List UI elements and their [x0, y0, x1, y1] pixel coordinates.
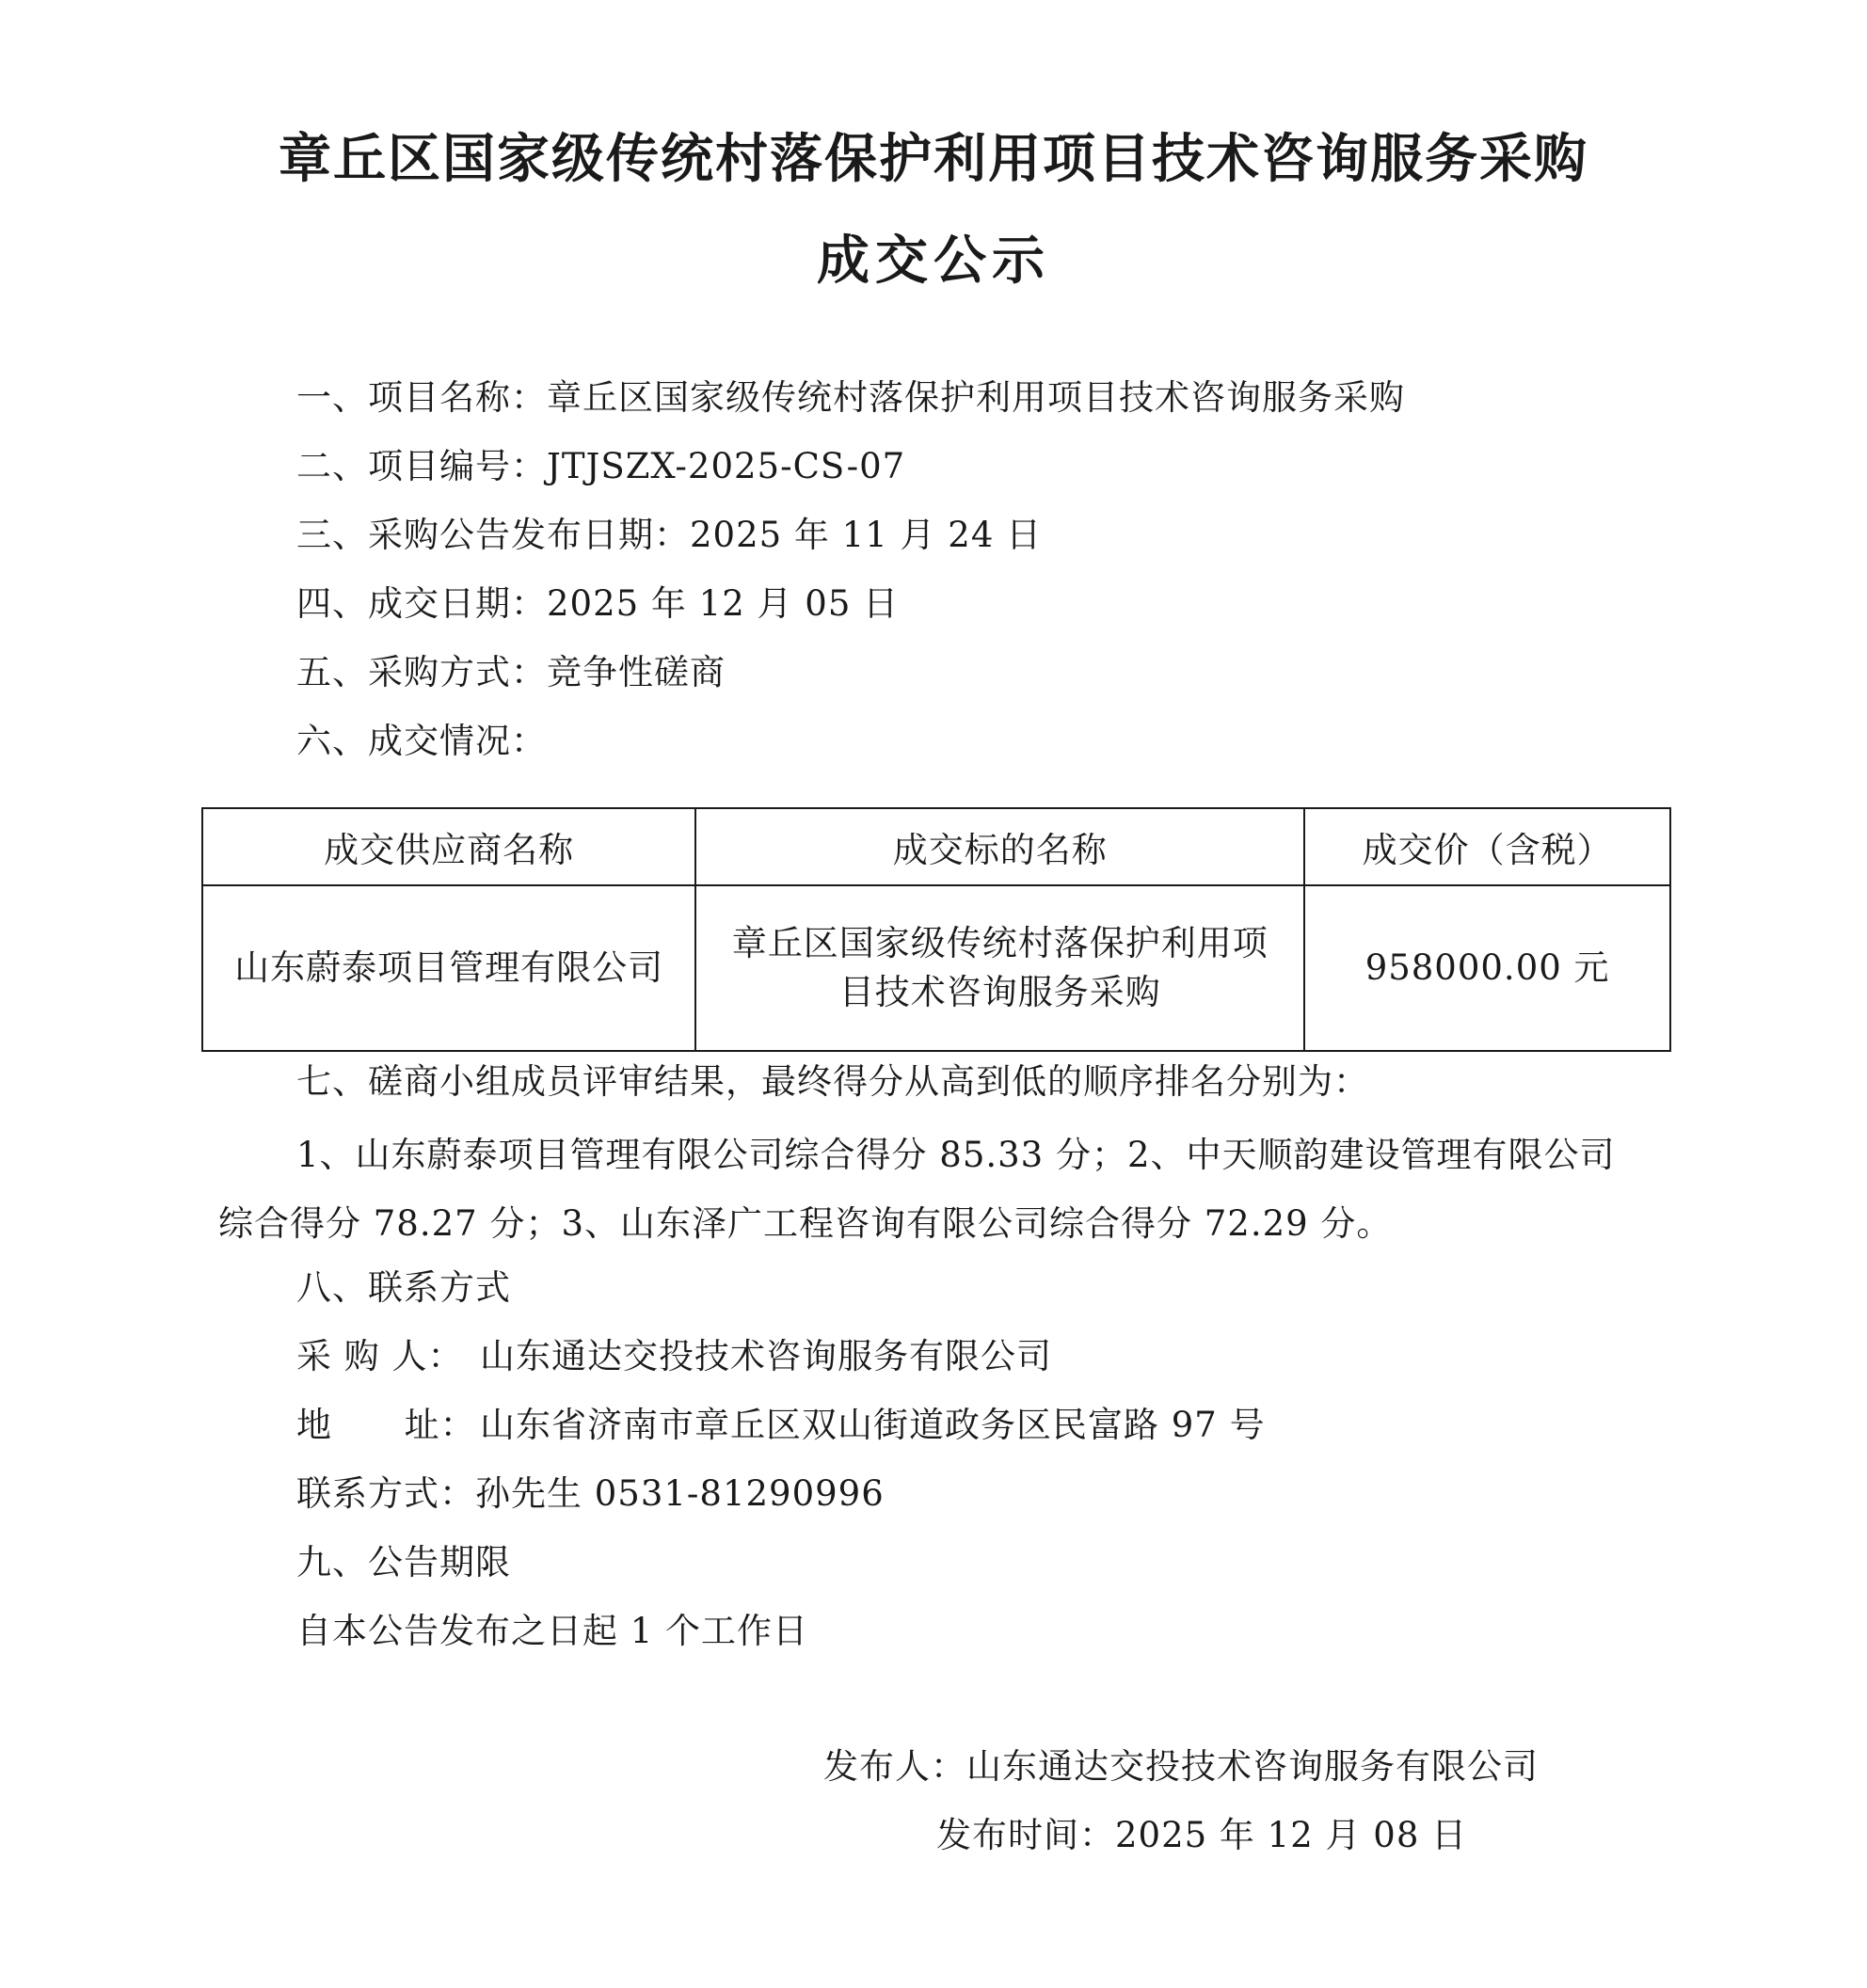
header-price: 成交价（含税）	[1304, 808, 1670, 885]
result-heading: 六、成交情况：	[296, 721, 547, 761]
phone-line	[296, 1471, 885, 1518]
header-supplier: 成交供应商名称	[202, 808, 695, 885]
review-heading: 七、磋商小组成员评审结果，最终得分从高到低的顺序排名分别为：	[296, 1061, 1369, 1102]
publisher-line: 发布人：山东通达交投技术咨询服务有限公司	[823, 1746, 1539, 1787]
address-value: 山东省济南市章丘区双山街道政务区民富路 97 号	[480, 1405, 1266, 1445]
period-text: 自本公告发布之日起 1 个工作日	[296, 1611, 809, 1651]
address-line	[296, 1402, 1266, 1449]
phone-label: 联系方式：	[296, 1473, 475, 1514]
contact-heading: 八、联系方式	[296, 1267, 511, 1308]
buyer-value: 山东通达交投技术咨询服务有限公司	[480, 1336, 1052, 1376]
publish-time-line: 发布时间：2025 年 12 月 08 日	[936, 1815, 1468, 1855]
cell-supplier: 山东蔚泰项目管理有限公司	[202, 885, 695, 1051]
cell-subject-line2: 目技术咨询服务采购	[838, 972, 1161, 1012]
table-header-row	[202, 808, 1670, 885]
project-name-line: 一、项目名称：章丘区国家级传统村落保护利用项目技术咨询服务采购	[296, 377, 1405, 418]
phone-value: 孙先生 0531-81290996	[475, 1473, 885, 1514]
award-table	[201, 807, 1671, 1052]
cell-subject-line1: 章丘区国家级传统村落保护利用项	[731, 923, 1269, 963]
procurement-method-line: 五、采购方式：竞争性磋商	[296, 652, 726, 692]
buyer-line	[296, 1333, 1052, 1380]
page-subtitle: 成交公示	[817, 231, 1050, 292]
period-heading: 九、公告期限	[296, 1542, 511, 1582]
buyer-label: 采 购 人：	[296, 1336, 464, 1376]
cell-price: 958000.00 元	[1304, 885, 1670, 1051]
address-label: 地 址：	[296, 1405, 476, 1445]
table-row	[202, 885, 1670, 1051]
header-subject: 成交标的名称	[695, 808, 1304, 885]
project-number-line: 二、项目编号：JTJSZX-2025-CS-07	[296, 446, 906, 486]
notice-date-line: 三、采购公告发布日期：2025 年 11 月 24 日	[296, 515, 1043, 555]
review-ranking: 1、山东蔚泰项目管理有限公司综合得分 85.33 分；2、中天顺韵建设管理有限公司综合得分 78.27 分；3、山东泽广工程咨询有限公司综合得分 72.29 分。	[218, 1135, 1616, 1244]
cell-subject	[695, 885, 1304, 1051]
deal-date-line: 四、成交日期：2025 年 12 月 05 日	[296, 583, 900, 624]
page-title: 章丘区国家级传统村落保护利用项目技术咨询服务采购	[279, 129, 1588, 190]
